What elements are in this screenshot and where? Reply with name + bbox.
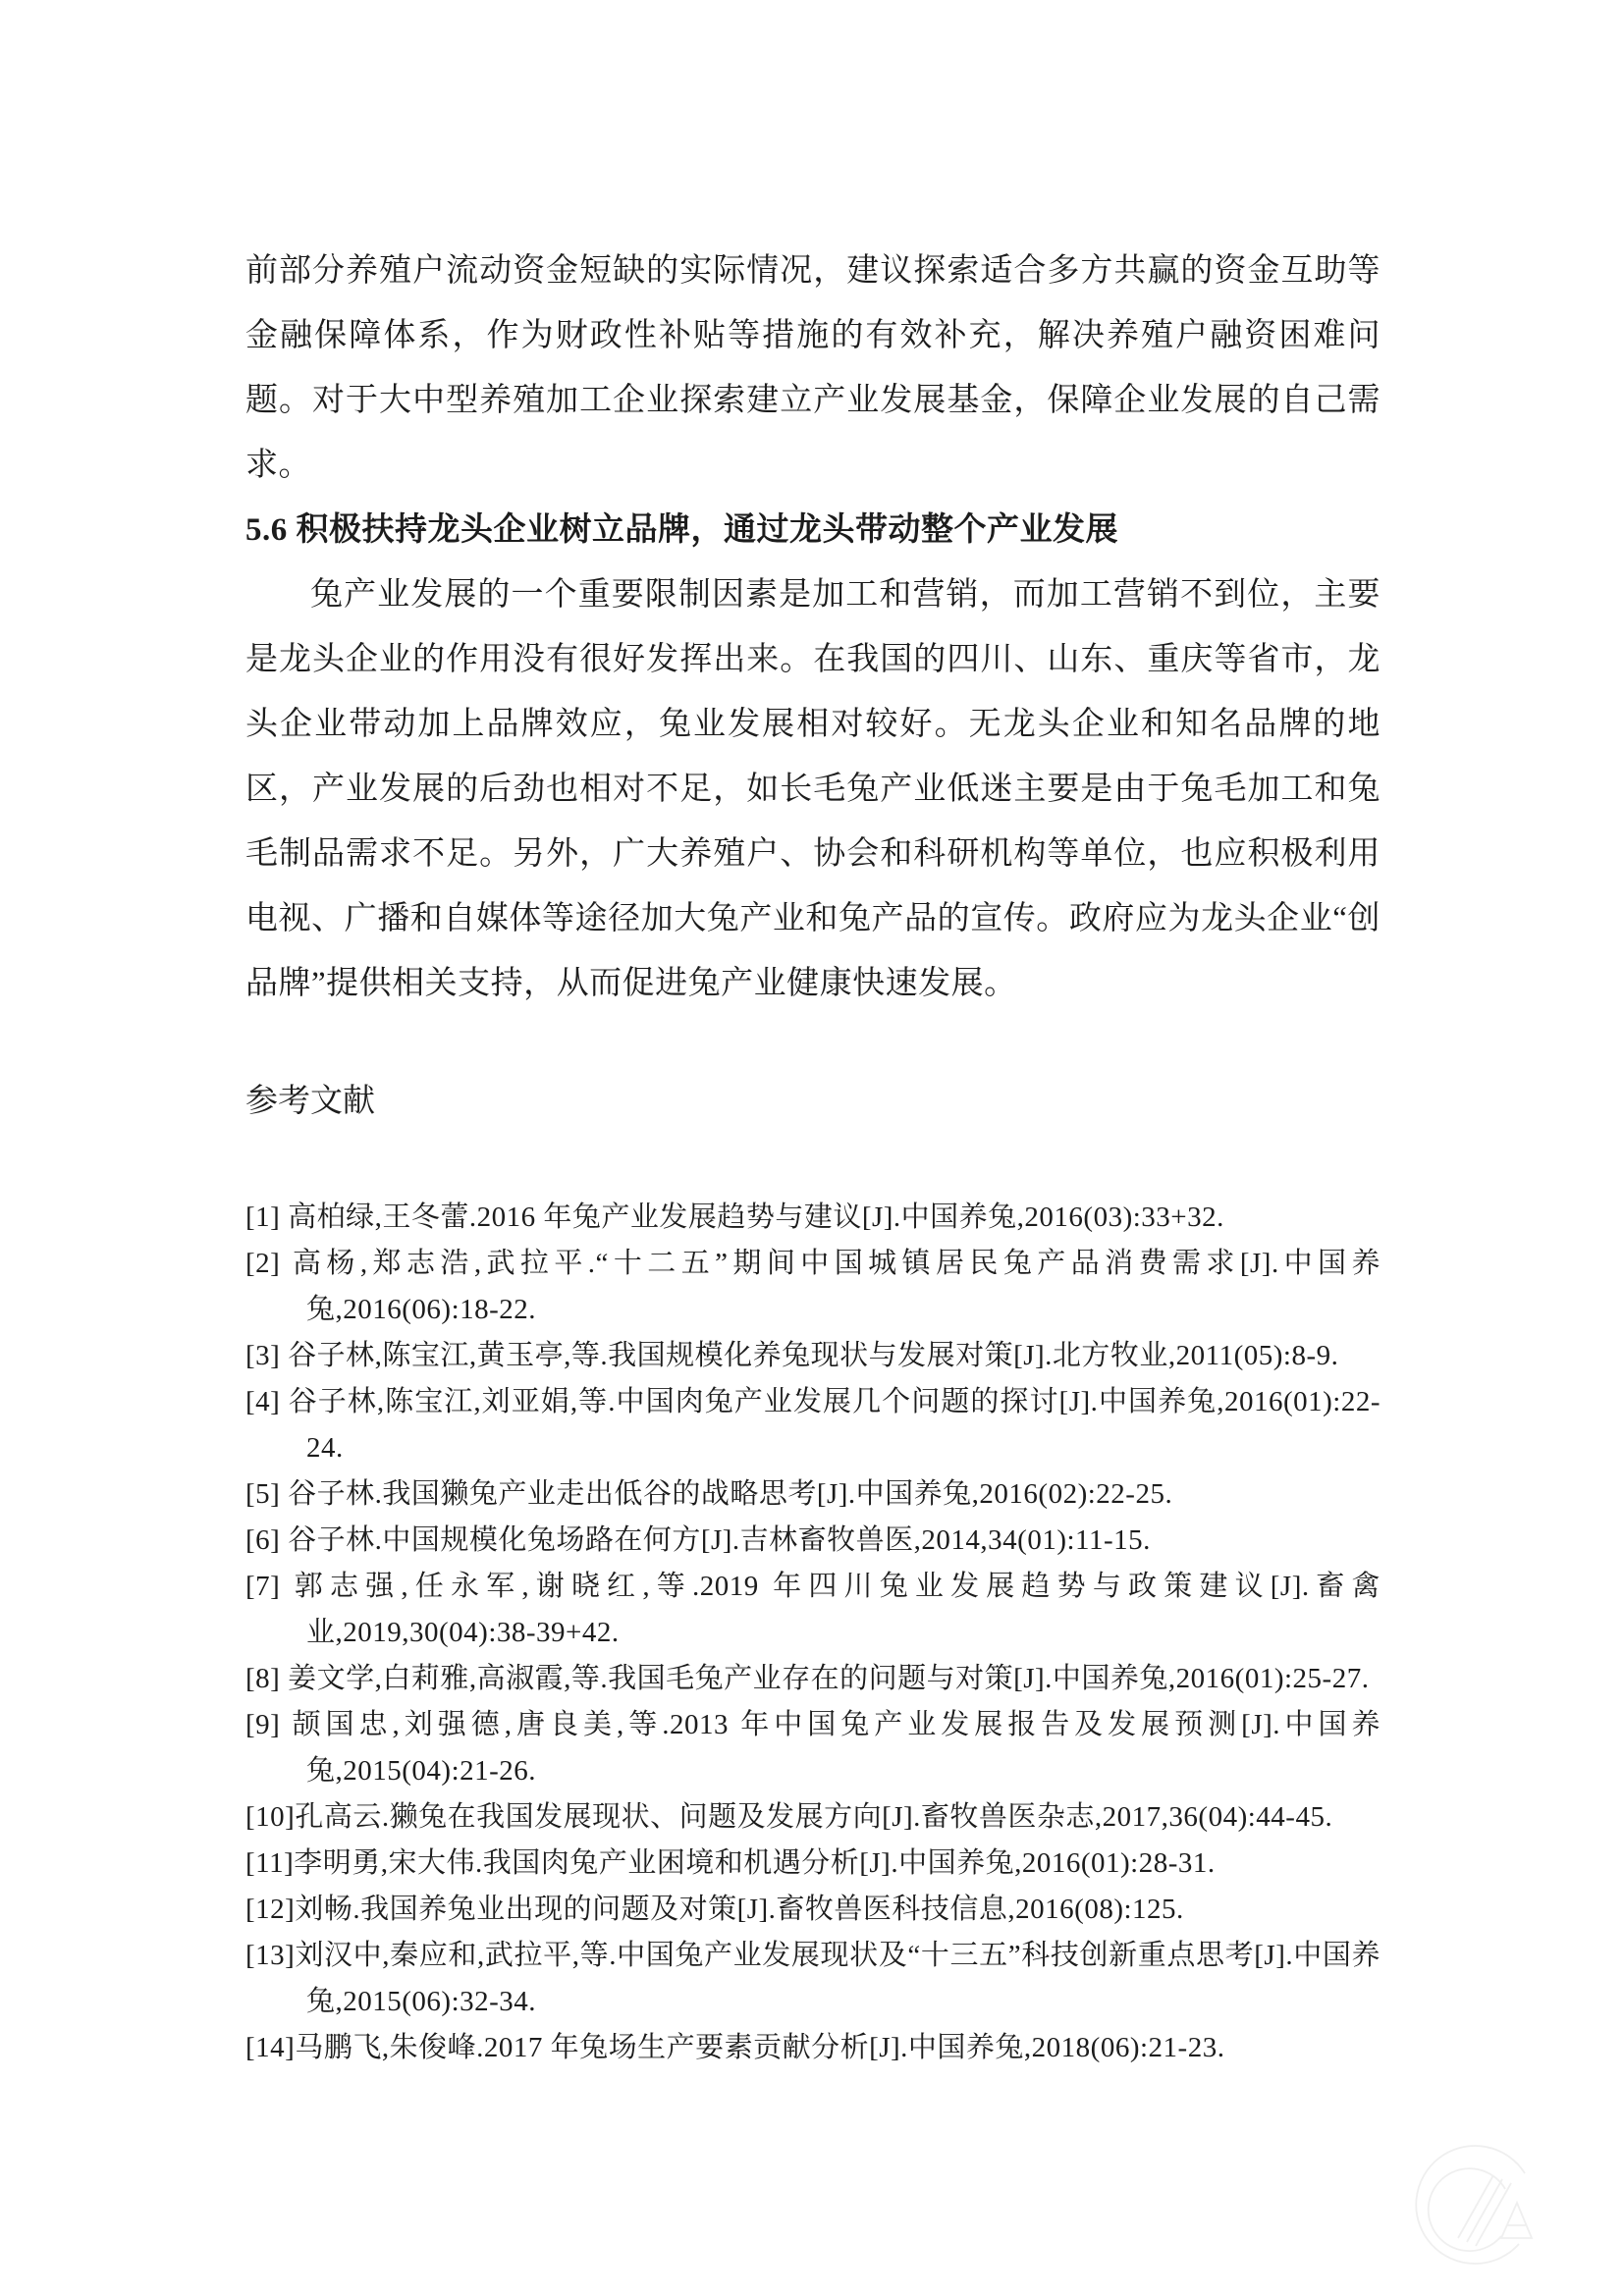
page-content xyxy=(245,239,1380,2071)
section-heading-5-6: 5.6 积极扶持龙头企业树立品牌，通过龙头带动整个产业发展 xyxy=(245,512,1118,548)
reference-item-13: [13]刘汉中,秦应和,武拉平,等.中国兔产业发展现状及“十三五”科技创新重点思考[J].中国养兔,2015(06):32-34. xyxy=(245,1940,1380,2017)
reference-item-2: [2] 高杨,郑志浩,武拉平.“十二五”期间中国城镇居民兔产品消费需求[J].中国养兔,2016(06):18-22. xyxy=(245,1248,1380,1325)
reference-item-4: [4] 谷子林,陈宝江,刘亚娟,等.中国肉兔产业发展几个问题的探讨[J].中国养兔,2016(01):22-24. xyxy=(245,1386,1380,1464)
reference-item-7: [7] 郭志强,任永军,谢晓红,等.2019 年四川兔业发展趋势与政策建议[J].畜禽业,2019,30(04):38-39+42. xyxy=(245,1571,1380,1648)
reference-item-14: [14]马鹏飞,朱俊峰.2017 年兔场生产要素贡献分析[J].中国养兔,2018(06):21-23. xyxy=(245,2032,1225,2063)
references-title: 参考文献 xyxy=(245,1084,375,1119)
watermark-logo-strokes xyxy=(1416,2146,1532,2264)
reference-item-1: [1] 高柏绿,王冬蕾.2016 年兔产业发展趋势与建议[J].中国养兔,2016(03):33+32. xyxy=(245,1201,1224,1233)
continued-paragraph: 前部分养殖户流动资金短缺的实际情况，建议探索适合多方共赢的资金互助等金融保障体系，作为财政性补贴等措施的有效补充，解决养殖户融资困难问题。对于大中型养殖加工企业探索建立产业发展基金，保障企业发展的自己需求。 xyxy=(245,253,1380,483)
reference-item-6: [6] 谷子林.中国规模化兔场路在何方[J].吉林畜牧兽医,2014,34(01):11-15. xyxy=(245,1524,1151,1556)
reference-item-11: [11]李明勇,宋大伟.我国肉兔产业困境和机遇分析[J].中国养兔,2016(01):28-31. xyxy=(245,1847,1216,1879)
section-paragraph: 兔产业发展的一个重要限制因素是加工和营销，而加工营销不到位，主要是龙头企业的作用没有很好发挥出来。在我国的四川、山东、重庆等省市，龙头企业带动加上品牌效应，兔业发展相对较好。无龙头企业和知名品牌的地区，产业发展的后劲也相对不足，如长毛兔产业低迷主要是由于兔毛加工和兔毛制品需求不足。另外，广大养殖户、协会和科研机构等单位，也应积极利用电视、广播和自媒体等途径加大兔产业和兔产品的宣传。政府应为龙头企业“创品牌”提供相关支持，从而促进兔产业健康快速发展。 xyxy=(245,577,1380,1001)
reference-item-3: [3] 谷子林,陈宝江,黄玉亭,等.我国规模化养兔现状与发展对策[J].北方牧业,2011(05):8-9. xyxy=(245,1340,1339,1371)
reference-item-5: [5] 谷子林.我国獭兔产业走出低谷的战略思考[J].中国养兔,2016(02):22-25. xyxy=(245,1478,1173,1510)
watermark-logo xyxy=(1409,2142,1546,2279)
reference-item-8: [8] 姜文学,白莉雅,高淑霞,等.我国毛兔产业存在的问题与对策[J].中国养兔,2016(01):25-27. xyxy=(245,1663,1370,1694)
reference-item-9: [9] 颉国忠,刘强德,唐良美,等.2013 年中国兔产业发展报告及发展预测[J].中国养兔,2015(04):21-26. xyxy=(245,1709,1380,1787)
reference-item-10: [10]孔高云.獭兔在我国发展现状、问题及发展方向[J].畜牧兽医杂志,2017,36(04):44-45. xyxy=(245,1801,1333,1833)
reference-item-12: [12]刘畅.我国养兔业出现的问题及对策[J].畜牧兽医科技信息,2016(08):125. xyxy=(245,1894,1184,1925)
references-list xyxy=(245,1195,1380,2071)
